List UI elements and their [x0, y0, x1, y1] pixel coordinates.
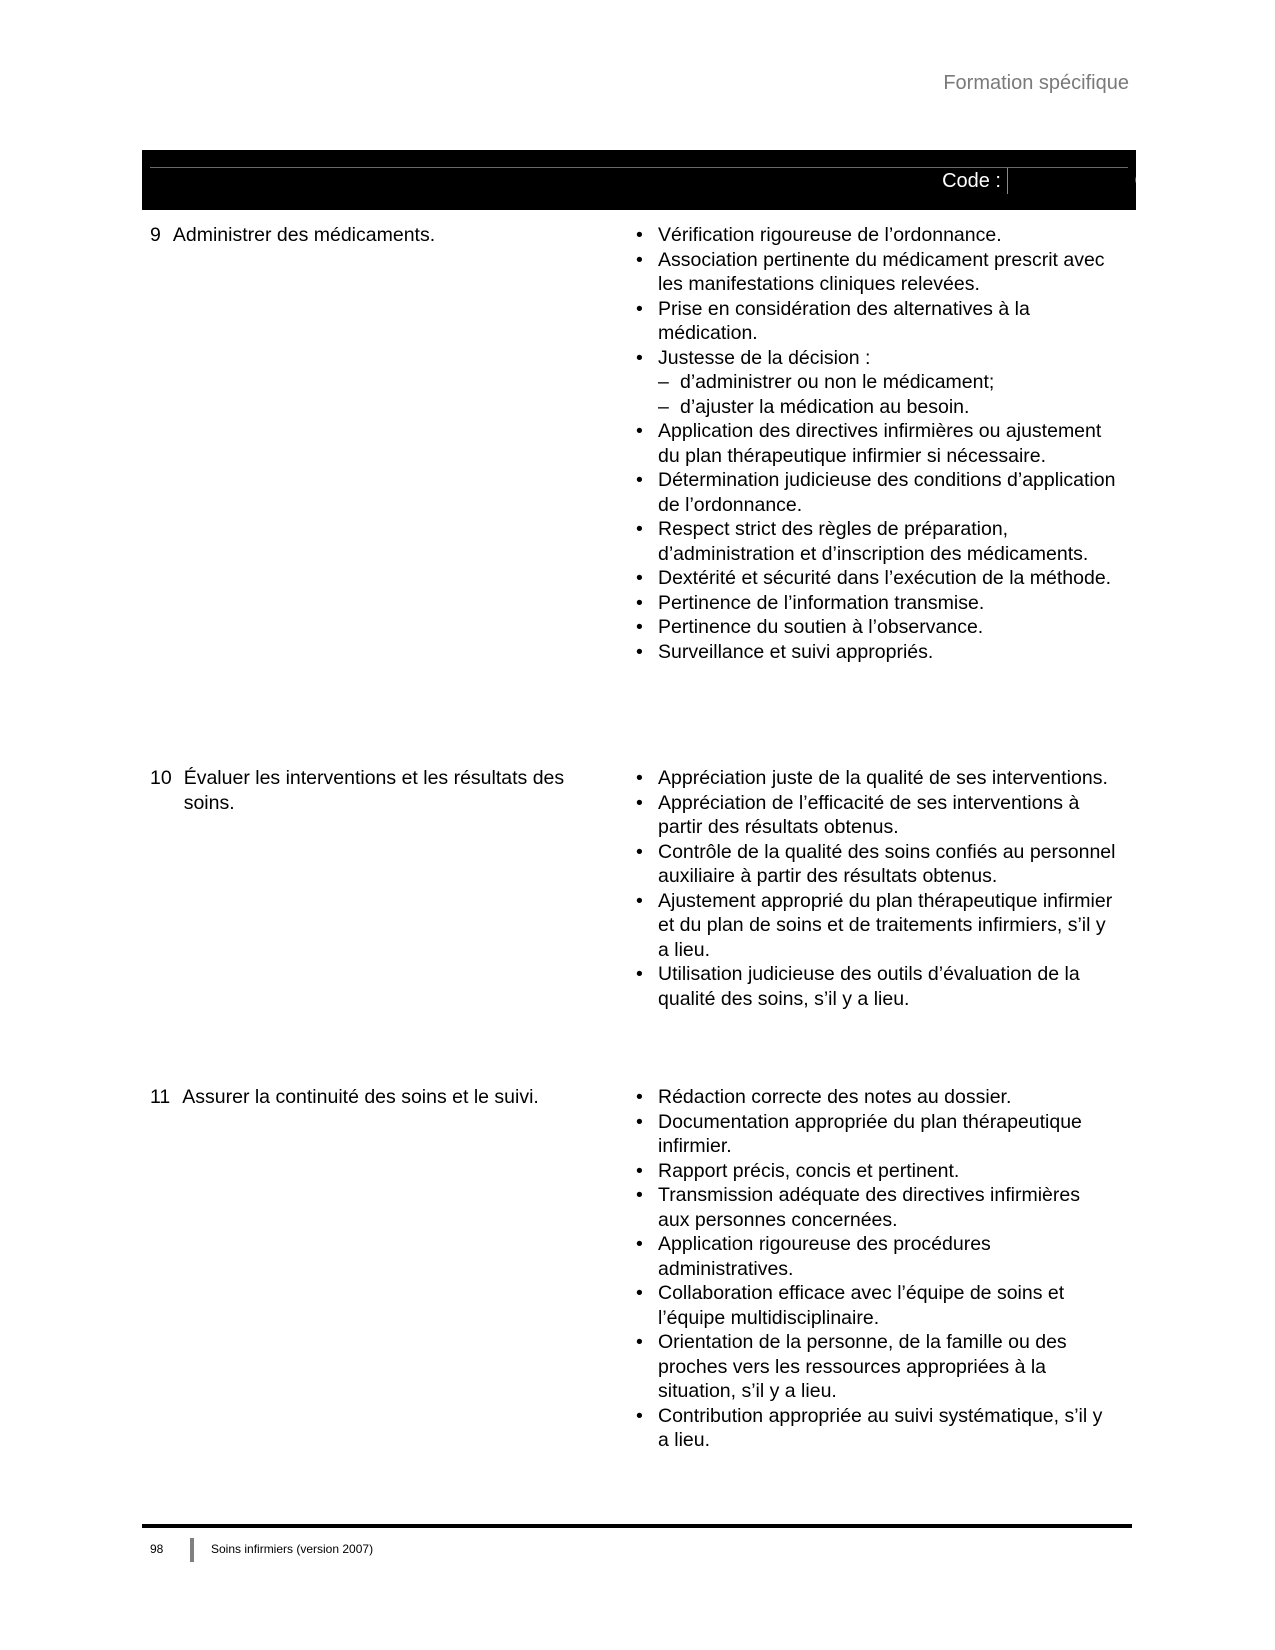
criterion-item: [636, 297, 1116, 346]
criterion-item: [636, 419, 1116, 468]
bullet-icon: •: [636, 469, 643, 491]
criterion-text: Utilisation judicieuse des outils d’évaluation de la qualité des soins, s’il y a lieu.: [658, 963, 1080, 1010]
bullet-icon: •: [636, 1184, 643, 1206]
criterion-item: [636, 346, 1116, 420]
bullet-icon: •: [636, 1282, 643, 1304]
criterion-text: Ajustement approprié du plan thérapeutique infirmier et du plan de soins et de traitements infirmiers, s’il y a lieu.: [658, 889, 1113, 961]
criterion-text: Prise en considération des alternatives à la médication.: [658, 297, 1030, 344]
criterion-item: [636, 1183, 1116, 1232]
bullet-icon: •: [636, 767, 643, 789]
bullet-icon: •: [636, 567, 643, 589]
criterion-item: [636, 791, 1116, 840]
bullet-icon: •: [636, 1233, 643, 1255]
bullet-icon: •: [636, 1110, 643, 1133]
element-title: Administrer des médicaments.: [172, 224, 436, 246]
page-header-label: Formation spécifique: [943, 72, 1129, 94]
bullet-icon: •: [636, 616, 643, 638]
criterion-item: [636, 1330, 1116, 1404]
dash-icon: –: [658, 371, 669, 393]
code-value: 01QE: [1134, 170, 1190, 192]
criterion-item: [636, 1281, 1116, 1330]
criterion-item: [636, 1110, 1116, 1159]
competency-element: [150, 766, 600, 815]
criterion-item: [636, 468, 1116, 517]
criterion-text: Surveillance et suivi appropriés.: [658, 640, 934, 663]
criterion-text: Rédaction correcte des notes au dossier.: [658, 1086, 1012, 1108]
bullet-icon: •: [636, 518, 643, 540]
dash-icon: –: [658, 395, 669, 418]
bullet-icon: •: [636, 1159, 643, 1182]
criterion-text: Application des directives infirmières ou ajustement du plan thérapeutique infirmier si nécessaire.: [658, 420, 1102, 467]
sub-criterion-text: d’administrer ou non le médicament;: [680, 371, 995, 393]
bullet-icon: •: [636, 1331, 643, 1353]
bullet-icon: •: [636, 346, 643, 369]
criterion-item: [636, 889, 1116, 963]
performance-criteria-list: [636, 223, 1116, 664]
criterion-text: Contrôle de la qualité des soins confiés au personnel auxiliaire à partir des résultats obtenus.: [658, 840, 1116, 887]
element-number: 11: [150, 1086, 171, 1108]
criterion-item: [636, 591, 1116, 616]
criterion-text: Transmission adéquate des directives infirmières aux personnes concernées.: [658, 1184, 1080, 1231]
sub-criterion-text: d’ajuster la médication au besoin.: [680, 395, 970, 418]
bullet-icon: •: [636, 591, 643, 614]
bullet-icon: •: [636, 840, 643, 863]
footer-rule: [142, 1524, 1132, 1528]
bullet-icon: •: [636, 420, 643, 442]
criterion-item: [636, 840, 1116, 889]
criterion-text: Pertinence du soutien à l’observance.: [658, 616, 984, 638]
performance-criteria-list: [636, 1085, 1116, 1453]
criterion-text: Appréciation de l’efficacité de ses interventions à partir des résultats obtenus.: [658, 791, 1080, 838]
criterion-text: Justesse de la décision :: [658, 346, 871, 369]
criterion-item: [636, 248, 1116, 297]
element-number: 9: [150, 224, 161, 246]
criterion-item: [636, 1404, 1116, 1453]
criterion-item: [636, 766, 1116, 791]
criterion-item: [636, 1159, 1116, 1184]
sub-criterion-item: [658, 370, 1116, 395]
code-label: Code :: [942, 168, 1008, 194]
bullet-icon: •: [636, 224, 643, 246]
code-bar: [142, 150, 1190, 210]
criterion-item: [636, 223, 1116, 248]
bullet-icon: •: [636, 889, 643, 912]
criterion-item: [636, 566, 1116, 591]
bullet-icon: •: [636, 1086, 643, 1108]
criterion-item: [636, 1085, 1116, 1110]
criterion-text: Respect strict des règles de préparation, d’administration et d’inscription des médicaments.: [658, 518, 1089, 565]
page-number: 98: [150, 1542, 164, 1556]
element-title: Assurer la continuité des soins et le suivi.: [182, 1086, 539, 1108]
criterion-item: [636, 640, 1116, 665]
criterion-item: [636, 517, 1116, 566]
bullet-icon: •: [636, 791, 643, 814]
criterion-text: Appréciation juste de la qualité de ses interventions.: [658, 767, 1108, 789]
criterion-text: Documentation appropriée du plan thérapeutique infirmier.: [658, 1110, 1082, 1157]
criterion-text: Pertinence de l’information transmise.: [658, 591, 985, 614]
criterion-text: Détermination judicieuse des conditions d’application de l’ordonnance.: [658, 469, 1116, 516]
sub-criteria-list: [658, 370, 1116, 419]
element-title: Évaluer les interventions et les résultats des soins.: [183, 767, 565, 814]
criterion-text: Orientation de la personne, de la famille ou des proches vers les ressources appropriées à la situation, s’il y a lieu.: [658, 1331, 1067, 1402]
criterion-item: [636, 962, 1116, 1011]
bullet-icon: •: [636, 248, 643, 271]
criterion-item: [636, 1232, 1116, 1281]
criterion-text: Vérification rigoureuse de l’ordonnance.: [658, 224, 1002, 246]
footer-separator: [190, 1538, 194, 1562]
criterion-text: Contribution appropriée au suivi systématique, s’il y a lieu.: [658, 1404, 1103, 1451]
criterion-text: Dextérité et sécurité dans l’exécution de la méthode.: [658, 567, 1112, 589]
criterion-text: Rapport précis, concis et pertinent.: [658, 1159, 960, 1182]
bullet-icon: •: [636, 640, 643, 663]
competency-element: [150, 1085, 600, 1110]
bullet-icon: •: [636, 1404, 643, 1427]
sub-criterion-item: [658, 395, 1116, 420]
bullet-icon: •: [636, 297, 643, 320]
footer-document-title: Soins infirmiers (version 2007): [211, 1542, 374, 1556]
performance-criteria-list: [636, 766, 1116, 1011]
competency-element: [150, 223, 600, 248]
element-number: 10: [150, 767, 172, 789]
criterion-item: [636, 615, 1116, 640]
criterion-text: Collaboration efficace avec l’équipe de soins et l’équipe multidisciplinaire.: [658, 1282, 1065, 1329]
criterion-text: Application rigoureuse des procédures administratives.: [658, 1233, 991, 1280]
bullet-icon: •: [636, 963, 643, 985]
criterion-text: Association pertinente du médicament prescrit avec les manifestations cliniques relevées.: [658, 248, 1105, 295]
